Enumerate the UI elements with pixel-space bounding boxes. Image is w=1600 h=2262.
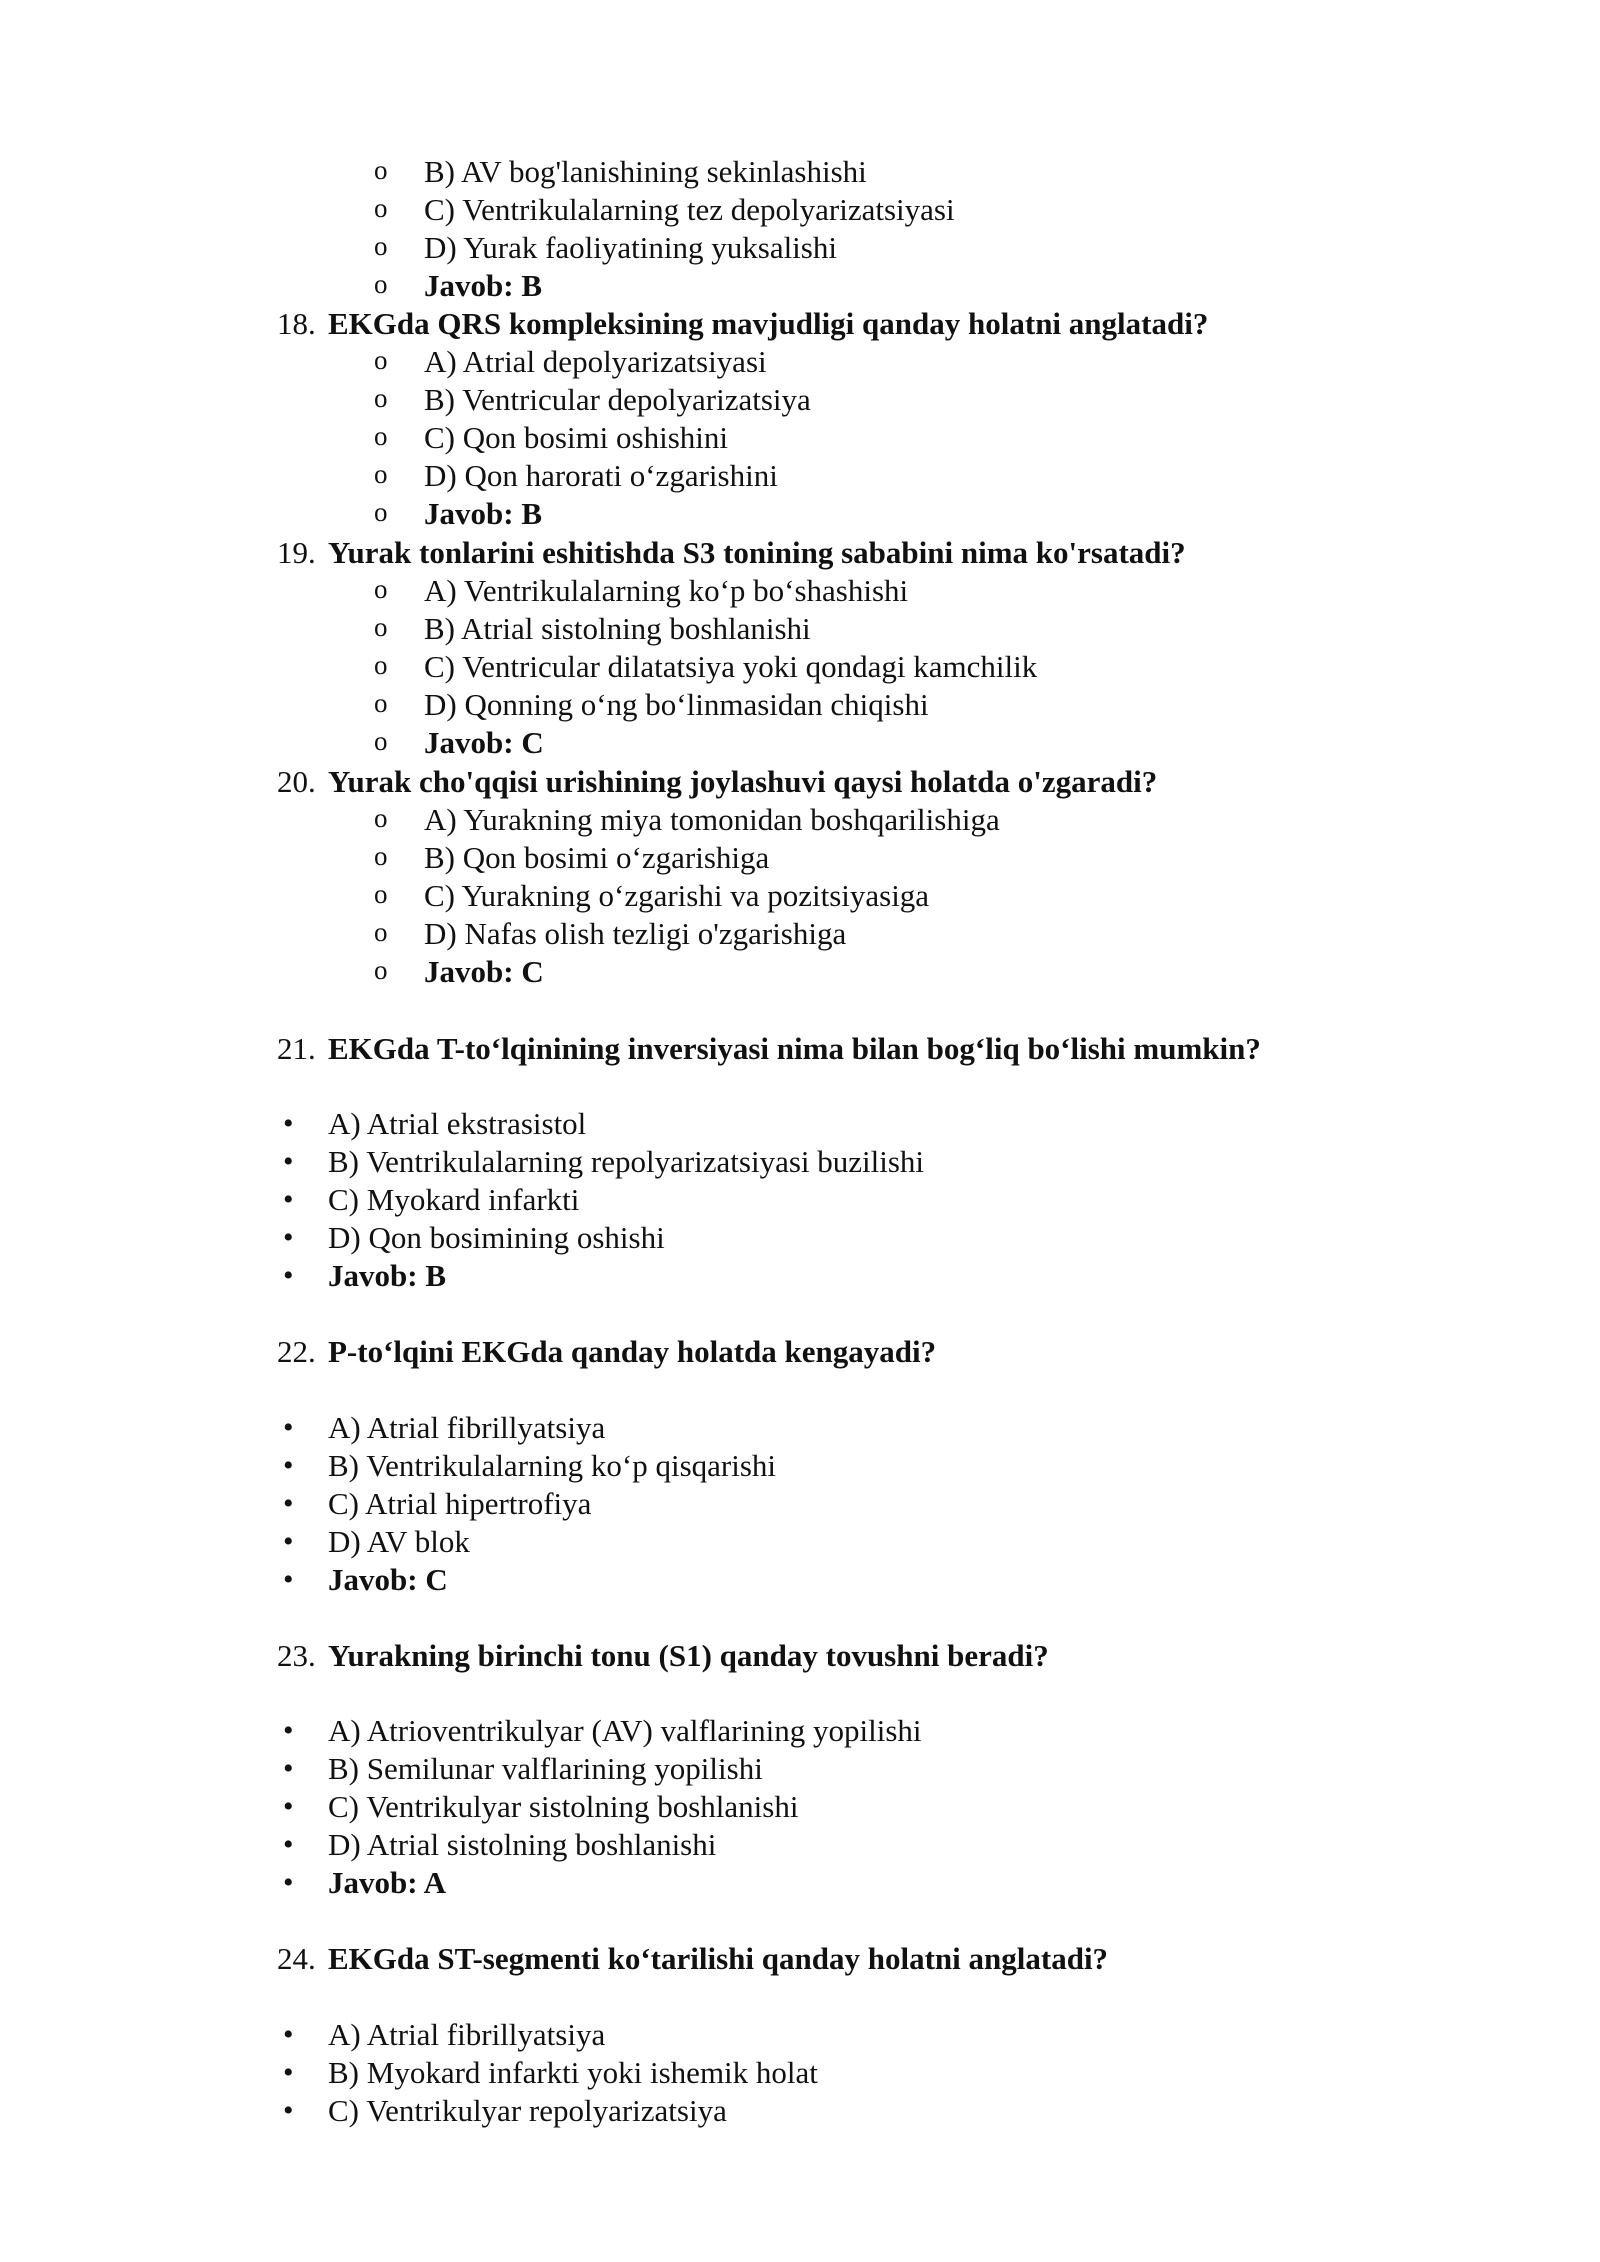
question-number: 22. bbox=[277, 1334, 316, 1369]
circle-bullet-icon: o bbox=[374, 726, 388, 756]
bullet-icon: • bbox=[283, 1790, 294, 1823]
option-text: D) Qon harorati o‘zgarishini bbox=[424, 458, 778, 493]
question-number: 20. bbox=[277, 764, 316, 799]
bullet-icon: • bbox=[283, 1107, 294, 1140]
question-text: EKGda T-to‘lqinining inversiyasi nima bilan bog‘liq bo‘lishi mumkin? bbox=[328, 1031, 1261, 1066]
circle-bullet-icon: o bbox=[374, 421, 388, 451]
option-text: B) AV bog'lanishining sekinlashishi bbox=[424, 154, 867, 189]
option-text: B) Ventricular depolyarizatsiya bbox=[424, 382, 811, 417]
option-text: C) Ventrikulalarning tez depolyarizatsiyasi bbox=[424, 192, 955, 227]
bullet-icon: • bbox=[283, 2094, 294, 2127]
question-text: P-to‘lqini EKGda qanday holatda kengayadi? bbox=[328, 1334, 937, 1369]
bullet-icon: • bbox=[283, 1866, 294, 1899]
circle-bullet-icon: o bbox=[374, 917, 388, 947]
bullet-icon: • bbox=[283, 1828, 294, 1861]
answer-text: Javob: B bbox=[424, 496, 542, 531]
option-text: B) Semilunar valflarining yopilishi bbox=[328, 1751, 763, 1786]
option-text: B) Myokard infarkti yoki ishemik holat bbox=[328, 2055, 818, 2090]
question-text: Yurakning birinchi tonu (S1) qanday tovushni beradi? bbox=[328, 1638, 1049, 1673]
option-text: C) Ventrikulyar repolyarizatsiya bbox=[328, 2093, 727, 2128]
circle-bullet-icon: o bbox=[374, 879, 388, 909]
option-text: D) Atrial sistolning boshlanishi bbox=[328, 1827, 717, 1862]
option-text: C) Qon bosimi oshishini bbox=[424, 420, 729, 455]
bullet-icon: • bbox=[283, 1449, 294, 1482]
circle-bullet-icon: o bbox=[374, 193, 388, 223]
question-number: 23. bbox=[277, 1638, 316, 1673]
option-text: D) Qon bosimining oshishi bbox=[328, 1220, 665, 1255]
answer-text: Javob: C bbox=[424, 954, 544, 989]
question-number: 19. bbox=[277, 535, 316, 570]
question-number: 21. bbox=[277, 1031, 316, 1066]
bullet-icon: • bbox=[283, 2056, 294, 2089]
bullet-icon: • bbox=[283, 1563, 294, 1596]
circle-bullet-icon: o bbox=[374, 803, 388, 833]
bullet-icon: • bbox=[283, 1714, 294, 1747]
option-text: D) Qonning o‘ng bo‘linmasidan chiqishi bbox=[424, 687, 929, 722]
bullet-icon: • bbox=[283, 1525, 294, 1558]
circle-bullet-icon: o bbox=[374, 650, 388, 680]
option-text: D) Yurak faoliyatining yuksalishi bbox=[424, 230, 837, 265]
answer-text: Javob: B bbox=[424, 268, 542, 303]
circle-bullet-icon: o bbox=[374, 383, 388, 413]
bullet-icon: • bbox=[283, 1752, 294, 1785]
option-text: C) Atrial hipertrofiya bbox=[328, 1486, 592, 1521]
option-text: C) Myokard infarkti bbox=[328, 1182, 580, 1217]
option-text: B) Ventrikulalarning ko‘p qisqarishi bbox=[328, 1448, 777, 1483]
option-text: B) Atrial sistolning boshlanishi bbox=[424, 611, 811, 646]
question-text: Yurak cho'qqisi urishining joylashuvi qaysi holatda o'zgaradi? bbox=[328, 764, 1158, 799]
bullet-icon: • bbox=[283, 1183, 294, 1216]
circle-bullet-icon: o bbox=[374, 497, 388, 527]
circle-bullet-icon: o bbox=[374, 688, 388, 718]
bullet-icon: • bbox=[283, 1221, 294, 1254]
option-text: C) Ventrikulyar sistolning boshlanishi bbox=[328, 1789, 799, 1824]
circle-bullet-icon: o bbox=[374, 231, 388, 261]
circle-bullet-icon: o bbox=[374, 841, 388, 871]
question-text: EKGda ST-segmenti ko‘tarilishi qanday holatni anglatadi? bbox=[328, 1941, 1109, 1976]
option-text: B) Ventrikulalarning repolyarizatsiyasi buzilishi bbox=[328, 1144, 925, 1179]
circle-bullet-icon: o bbox=[374, 345, 388, 375]
option-text: A) Yurakning miya tomonidan boshqarilishiga bbox=[424, 802, 1000, 837]
bullet-icon: • bbox=[283, 1487, 294, 1520]
bullet-icon: • bbox=[283, 1411, 294, 1444]
option-text: A) Atrial fibrillyatsiya bbox=[328, 1410, 606, 1445]
answer-text: Javob: A bbox=[328, 1865, 446, 1900]
bullet-icon: • bbox=[283, 1259, 294, 1292]
option-text: A) Atrial ekstrasistol bbox=[328, 1106, 587, 1141]
option-text: C) Ventricular dilatatsiya yoki qondagi kamchilik bbox=[424, 649, 1038, 684]
option-text: A) Atrial depolyarizatsiyasi bbox=[424, 344, 767, 379]
circle-bullet-icon: o bbox=[374, 269, 388, 299]
bullet-icon: • bbox=[283, 2018, 294, 2051]
circle-bullet-icon: o bbox=[374, 612, 388, 642]
question-number: 18. bbox=[277, 306, 316, 341]
question-text: Yurak tonlarini eshitishda S3 tonining sababini nima ko'rsatadi? bbox=[328, 535, 1186, 570]
option-text: D) AV blok bbox=[328, 1524, 470, 1559]
circle-bullet-icon: o bbox=[374, 459, 388, 489]
answer-text: Javob: C bbox=[328, 1562, 448, 1597]
answer-text: Javob: B bbox=[328, 1258, 446, 1293]
option-text: A) Atrial fibrillyatsiya bbox=[328, 2017, 606, 2052]
option-text: D) Nafas olish tezligi o'zgarishiga bbox=[424, 916, 847, 951]
option-text: A) Ventrikulalarning ko‘p bo‘shashishi bbox=[424, 573, 909, 608]
option-text: A) Atrioventrikulyar (AV) valflarining yopilishi bbox=[328, 1713, 922, 1748]
option-text: C) Yurakning o‘zgarishi va pozitsiyasiga bbox=[424, 878, 930, 913]
question-text: EKGda QRS kompleksining mavjudligi qanday holatni anglatadi? bbox=[328, 306, 1209, 341]
option-text: B) Qon bosimi o‘zgarishiga bbox=[424, 840, 770, 875]
bullet-icon: • bbox=[283, 1145, 294, 1178]
answer-text: Javob: C bbox=[424, 725, 544, 760]
circle-bullet-icon: o bbox=[374, 155, 388, 185]
question-number: 24. bbox=[277, 1941, 316, 1976]
circle-bullet-icon: o bbox=[374, 574, 388, 604]
circle-bullet-icon: o bbox=[374, 955, 388, 985]
